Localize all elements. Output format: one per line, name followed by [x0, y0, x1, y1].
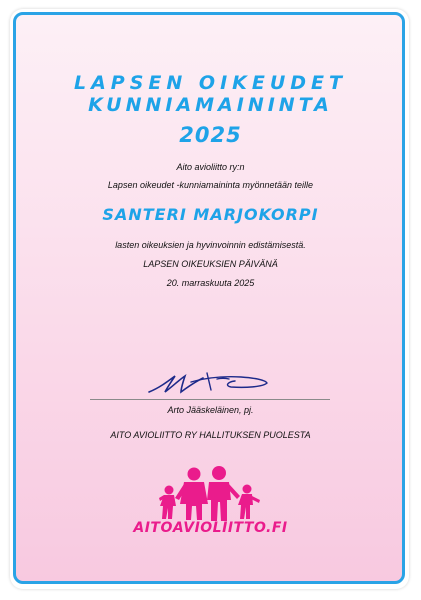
signature-line [90, 399, 330, 400]
occasion-text: LAPSEN OIKEUKSIEN PÄIVÄNÄ [143, 259, 278, 269]
signature-image [145, 368, 275, 398]
logo-text: AITOAVIOLIITTO.FI [133, 520, 288, 536]
family-figures-icon [156, 464, 266, 522]
title-line-2: KUNNIAMAININTA [88, 94, 333, 116]
granted-text: Lapsen oikeudet -kunniamaininta myönnetään teille [107, 180, 314, 190]
signer-name: Arto Jääskeläinen, pj. [167, 405, 254, 415]
date-text: 20. marraskuuta 2025 [166, 278, 255, 288]
reason-text: lasten oikeuksien ja hyvinvoinnin edistämisestä. [115, 240, 306, 250]
title-line-1: LAPSEN OIKEUDET [74, 72, 347, 94]
board-text: AITO AVIOLIITTO RY HALLITUKSEN PUOLESTA [110, 430, 311, 440]
organization-text: Aito avioliitto ry:n [176, 162, 245, 172]
certificate-year: 2025 [179, 123, 242, 147]
recipient-name: SANTERI MARJOKORPI [102, 205, 319, 224]
